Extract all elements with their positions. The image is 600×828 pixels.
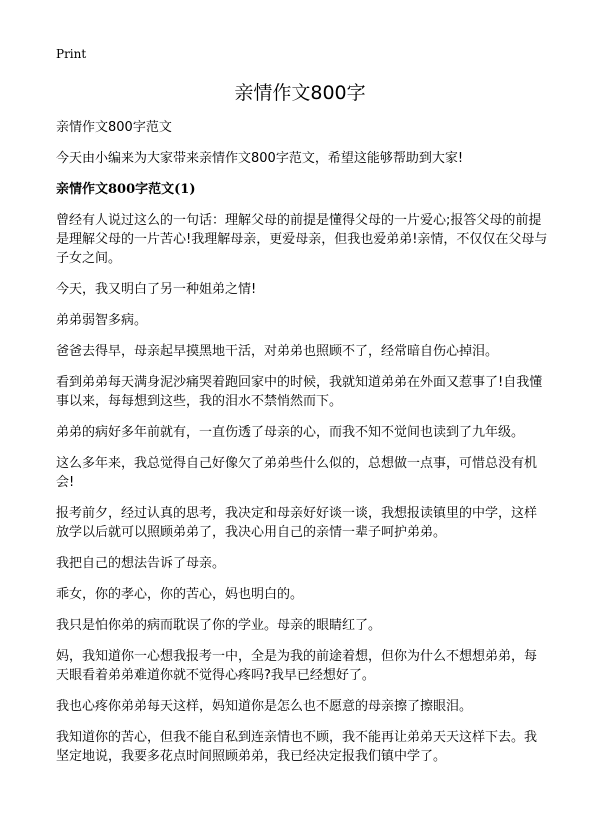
document-body xyxy=(56,118,548,778)
body-paragraph: 爸爸去得早，母亲起早摸黑地干活，对弟弟也照顾不了，经常暗自伤心掉泪。 xyxy=(56,344,499,359)
body-paragraph: 我知道你的苦心，但我不能自私到连亲情也不顾，我不能再让弟弟天天这样下去。我坚定地说，我要多花点时间照顾弟弟，我已经决定报我们镇中学了。 xyxy=(56,730,538,764)
body-paragraph: 报考前夕，经过认真的思考，我决定和母亲好好谈一谈，我想报读镇里的中学，这样放学以后就可以照顾弟弟了，我决心用自己的亲情一辈子呵护弟弟。 xyxy=(56,506,538,540)
intro-paragraph: 今天由小编来为大家带来亲情作文800字范文，希望这能够帮助到大家! xyxy=(56,151,464,166)
body-paragraph: 我只是怕你弟的病而耽误了你的学业。母亲的眼睛红了。 xyxy=(56,618,382,633)
body-paragraph: 弟弟弱智多病。 xyxy=(56,313,148,328)
body-paragraph: 这么多年来，我总觉得自己好像欠了弟弟些什么似的，总想做一点事，可惜总没有机会! xyxy=(56,456,538,490)
body-paragraph: 我也心疼你弟弟每天这样，妈知道你是怎么也不愿意的母亲擦了擦眼泪。 xyxy=(56,699,473,714)
body-paragraph: 我把自己的想法告诉了母亲。 xyxy=(56,556,226,571)
section-heading: 亲情作文800字范文(1) xyxy=(56,182,196,197)
body-paragraph: 今天，我又明白了另一种姐弟之情! xyxy=(56,282,257,297)
body-paragraph: 曾经有人说过这么的一句话：理解父母的前提是懂得父母的一片爱心;报答父母的前提是理解父母的一片苦心!我理解母亲，更爱母亲，但我也爱弟弟!亲情，不仅仅在父母与子女之间。 xyxy=(56,213,548,266)
document-title: 亲情作文800字 xyxy=(234,82,366,104)
body-paragraph: 妈，我知道你一心想我报考一中，全是为我的前途着想，但你为什么不想想弟弟，每天眼看着弟弟难道你就不觉得心疼吗?我早已经想好了。 xyxy=(56,649,538,683)
body-paragraph: 弟弟的病好多年前就有，一直伤透了母亲的心，而我不知不觉间也读到了九年级。 xyxy=(56,425,525,440)
print-link[interactable]: Print xyxy=(56,47,87,61)
body-paragraph: 乖女，你的孝心，你的苦心，妈也明白的。 xyxy=(56,587,304,602)
subtitle-paragraph: 亲情作文800字范文 xyxy=(56,120,172,135)
body-paragraph: 看到弟弟每天满身泥沙痛哭着跑回家中的时候，我就知道弟弟在外面又惹事了!自我懂事以来，每每想到这些，我的泪水不禁悄然而下。 xyxy=(56,375,543,409)
